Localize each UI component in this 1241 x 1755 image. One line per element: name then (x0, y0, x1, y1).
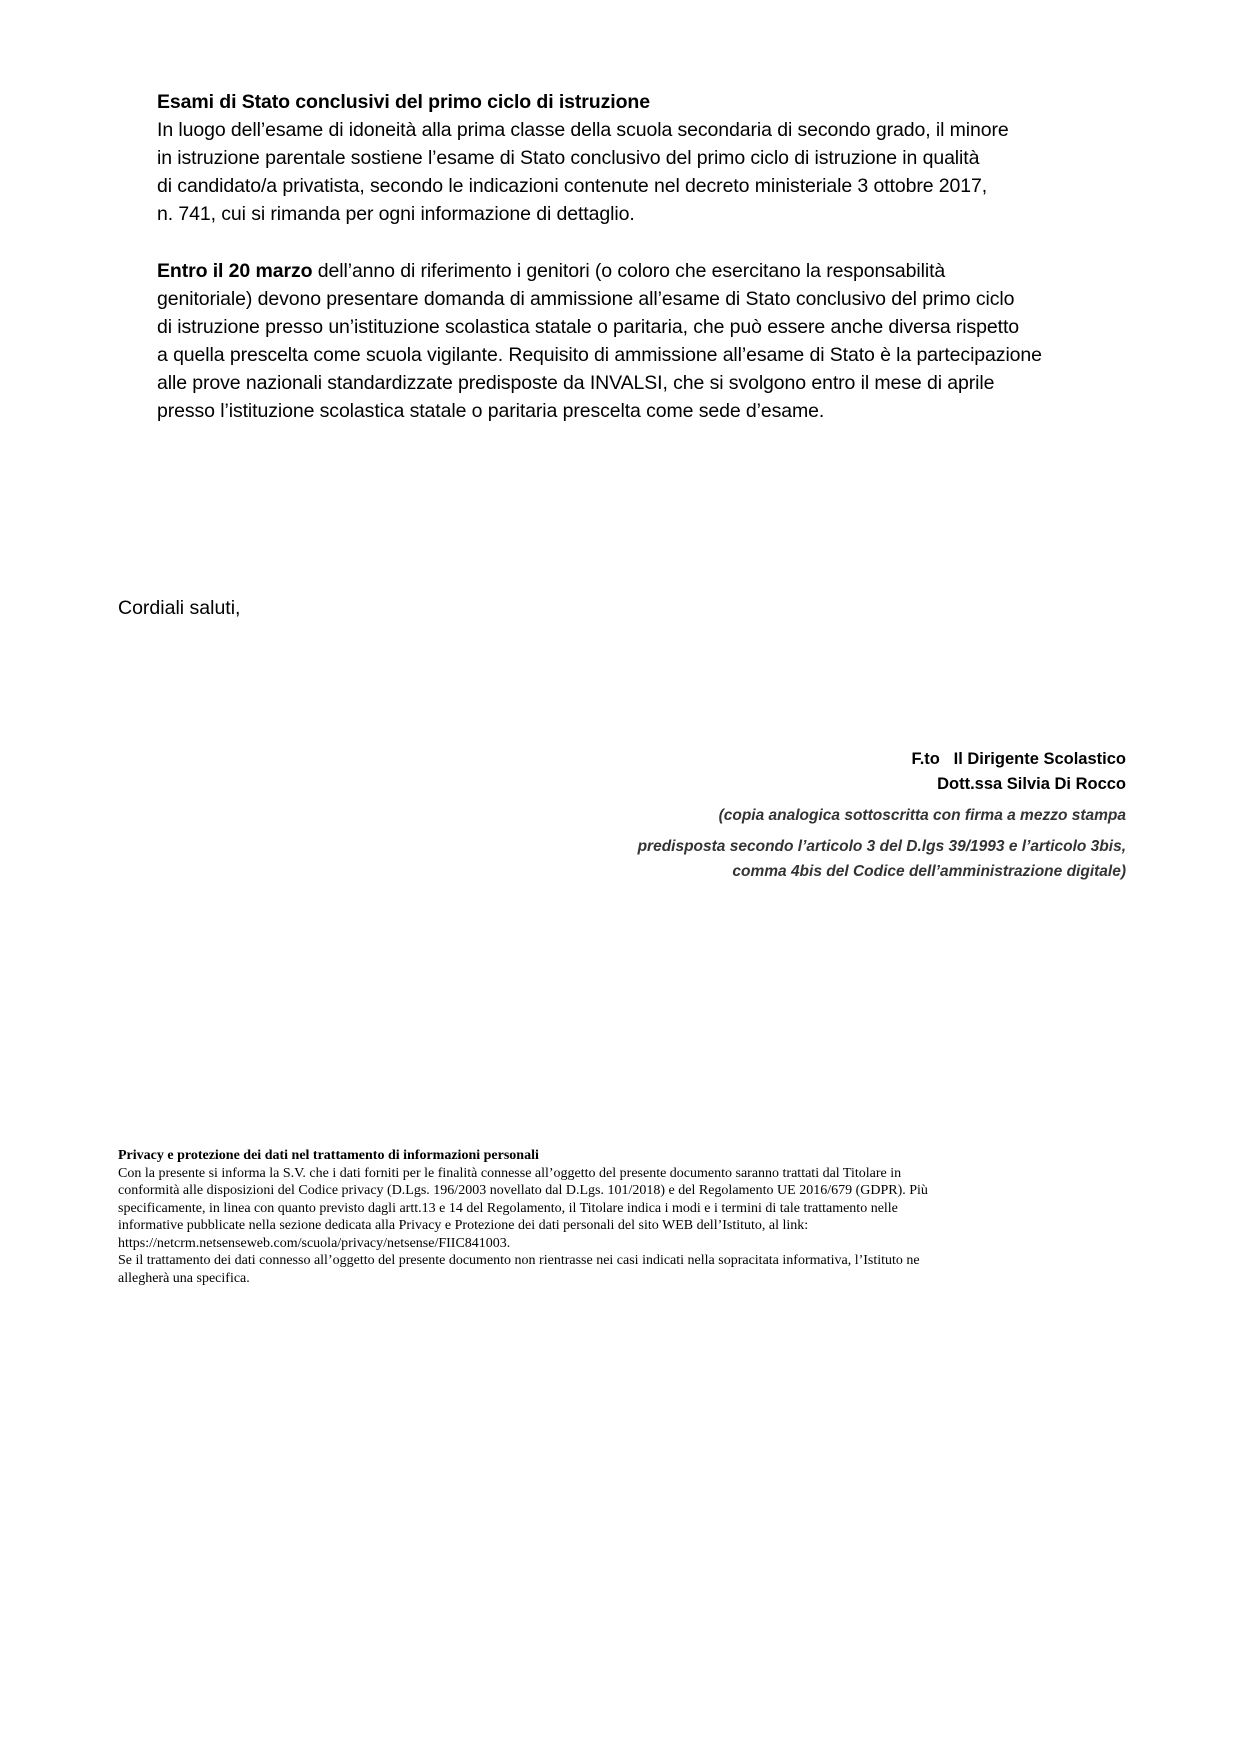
signature-note-line: predisposta secondo l’articolo 3 del D.lgs 39/1993 e l’articolo 3bis, (637, 838, 1126, 855)
paragraph2-first-line (157, 257, 1147, 285)
paragraph2-line: genitoriale) devono presentare domanda di ammissione all’esame di Stato conclusivo del primo ciclo (157, 288, 1015, 310)
exam-section (157, 88, 1137, 228)
signature-block (638, 747, 1126, 884)
privacy-line: specificamente, in linea con quanto previsto dagli artt.13 e 14 del Regolamento, il Titolare indica i modi e i termini di tale trattamento nelle (118, 1200, 898, 1216)
privacy-line: conformità alle disposizioni del Codice privacy (D.Lgs. 196/2003 novellato dal D.Lgs. 101/2018) e del Regolamento UE 2016/679 (GDPR). Più (118, 1183, 928, 1198)
paragraph1-line: n. 741, cui si rimanda per ogni informazione di dettaglio. (157, 203, 635, 225)
paragraph2-line: presso l’istituzione scolastica statale o paritaria prescelta come sede d’esame. (157, 400, 825, 422)
privacy-line: informative pubblicate nella sezione dedicata alla Privacy e Protezione dei dati personali del sito WEB dell’Istituto, al link: (118, 1218, 809, 1233)
paragraph2-line1-rest: dell’anno di riferimento i genitori (o coloro che esercitano la responsabilità (312, 260, 946, 282)
paragraph1-line: in istruzione parentale sostiene l’esame di Stato conclusivo del primo ciclo di istruzione in qualità (157, 147, 980, 169)
greeting: Cordiali saluti, (118, 597, 241, 619)
signature-note-line: comma 4bis del Codice dell’amministrazione digitale) (732, 863, 1126, 880)
paragraph1-line: di candidato/a privatista, secondo le indicazioni contenute nel decreto ministeriale 3 ottobre 2017, (157, 175, 988, 197)
privacy-line: Con la presente si informa la S.V. che i dati forniti per le finalità connesse all’oggetto del presente documento saranno trattati dal Titolare in (118, 1165, 902, 1181)
privacy-notice (118, 1147, 1098, 1287)
paragraph2-line: a quella prescelta come scuola vigilante. Requisito di ammissione all’esame di Stato è la partecipazione (157, 344, 1042, 366)
section-heading: Esami di Stato conclusivi del primo ciclo di istruzione (157, 91, 650, 113)
privacy-line: Se il trattamento dei dati connesso all’oggetto del presente documento non rientrasse nei casi indicati nella sopracitata informativa, l’Istituto ne (118, 1253, 920, 1268)
privacy-title: Privacy e protezione dei dati nel trattamento di informazioni personali (118, 1148, 539, 1163)
deadline-paragraph (157, 257, 1147, 425)
paragraph1-line: In luogo dell’esame di idoneità alla prima classe della scuola secondaria di secondo grado, il minore (157, 119, 1009, 141)
paragraph2-line: alle prove nazionali standardizzate predisposte da INVALSI, che si svolgono entro il mese di aprile (157, 372, 995, 394)
privacy-line: allegherà una specifica. (118, 1270, 250, 1286)
signature-note-line: (copia analogica sottoscritta con firma a mezzo stampa (718, 807, 1126, 824)
deadline-bold: Entro il 20 marzo (157, 260, 313, 282)
signature-title: F.to Il Dirigente Scolastico (911, 750, 1126, 768)
signature-name: Dott.ssa Silvia Di Rocco (937, 775, 1126, 793)
privacy-link[interactable]: https://netcrm.netsenseweb.com/scuola/privacy/netsense/FIIC841003. (118, 1235, 511, 1251)
paragraph2-line: di istruzione presso un’istituzione scolastica statale o paritaria, che può essere anche diversa rispetto (157, 316, 1020, 338)
